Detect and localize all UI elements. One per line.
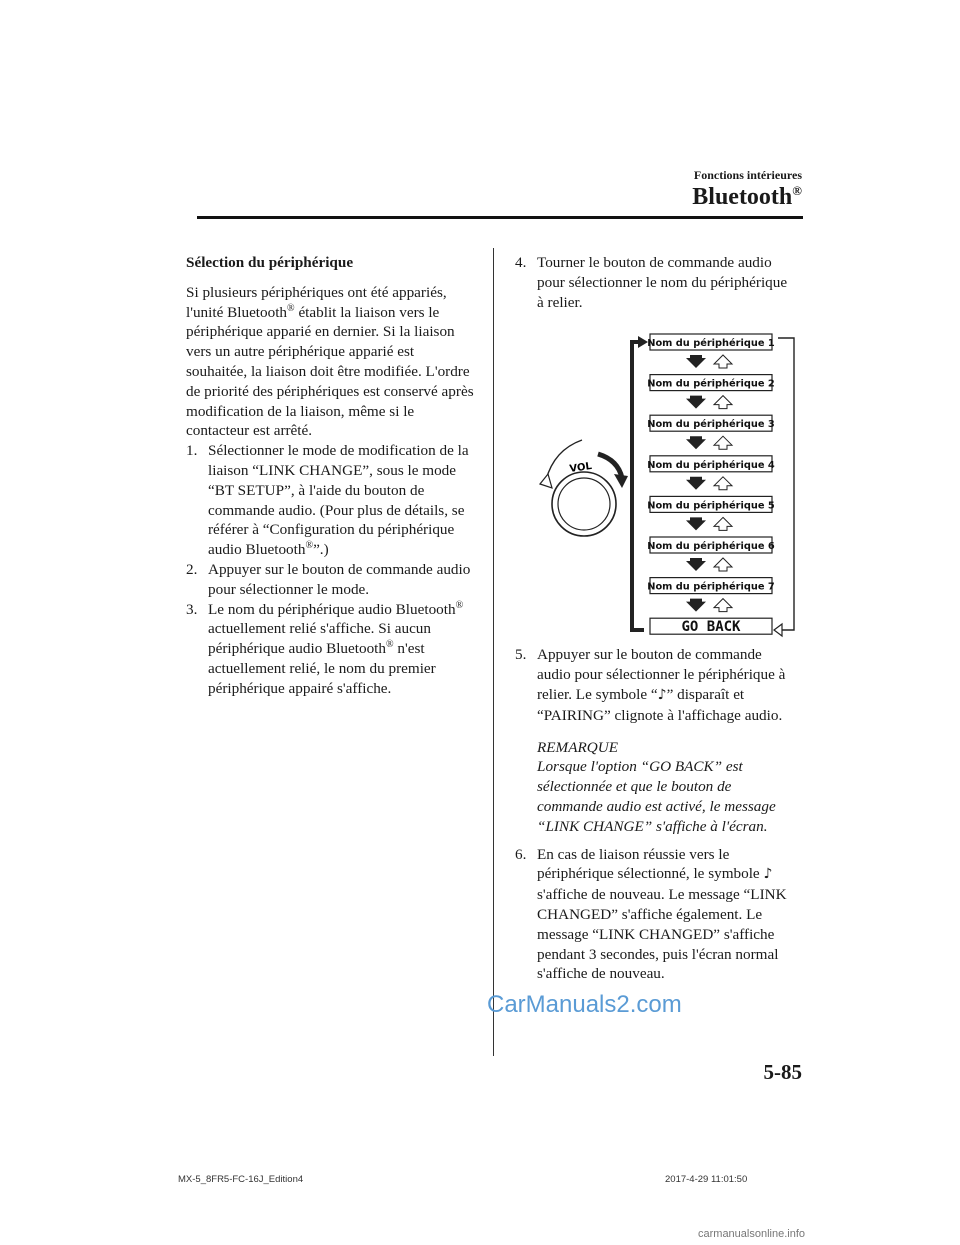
down-arrow-icon (686, 436, 706, 449)
remark-block (515, 738, 795, 837)
watermark-carmanualsonline[interactable]: carmanualsonline.info (698, 1228, 806, 1240)
step-3-registered-mark-2: ® (386, 639, 394, 651)
up-arrow-icon (714, 558, 732, 571)
rotate-right-arrow-head-icon (614, 474, 628, 488)
step-5 (515, 645, 795, 725)
step-4 (515, 253, 795, 312)
header-rule (197, 216, 803, 219)
intro-text-b: établit la liaison vers le périphérique apparié en dernier. Si la liaison vers un autre périphérique apparié est souhaitée, la liaison doit être modifiée. L'ordre de priorité des périphériques est conservé après modification de la liaison, même si le contacteur est arrêté. (186, 303, 474, 440)
step-1-text-b: ”.) (313, 541, 329, 559)
rotate-left-arrow-head-icon (540, 474, 552, 488)
down-arrow-icon (686, 396, 706, 409)
volume-knob-icon (552, 472, 616, 536)
intro-registered-mark: ® (287, 302, 295, 314)
step-5-text-a: Appuyer sur le bouton de commande audio pour sélectionner le périphérique à relier. Le symbole “ (537, 646, 786, 703)
down-arrow-icon (686, 517, 706, 530)
device-label-4: Nom du périphérique 4 (647, 459, 775, 471)
step-5-number: 5. (515, 646, 527, 664)
section-heading: Sélection du périphérique (186, 254, 354, 271)
music-note-icon: ♪ (763, 866, 773, 883)
page-number: 5-85 (763, 1060, 802, 1084)
up-arrow-icon (714, 355, 732, 368)
selection-bracket (632, 342, 644, 630)
step-6-text-b: s'affiche de nouveau. Le message “LINK CHANGED” s'affiche également. Le message “LINK CHANGED” s'affiche pendant 3 secondes, puis l'écran normal s'affiche de nouveau. (537, 886, 787, 983)
device-selection-diagram (530, 330, 800, 642)
device-label-7: Nom du périphérique 7 (647, 581, 775, 593)
step-3-text-c: n'est actuellement relié, le nom du premier périphérique appairé s'affiche. (208, 640, 436, 697)
step-1-number: 1. (186, 442, 198, 460)
down-arrow-icon (686, 599, 706, 612)
step-3-text-a: Le nom du périphérique audio Bluetooth (208, 600, 456, 618)
watermark-carmanuals2[interactable]: CarManuals2.com (487, 991, 682, 1018)
knob-label: VOL (568, 460, 593, 475)
header-title-text: Bluetooth (692, 184, 793, 210)
step-3 (186, 600, 476, 699)
device-label-1: Nom du périphérique 1 (647, 338, 775, 349)
device-label-2: Nom du périphérique 2 (647, 378, 775, 390)
header-title-registered-mark: ® (792, 183, 802, 198)
step-6-text-a: En cas de liaison réussie vers le périphérique sélectionné, le symbole (537, 845, 764, 883)
step-6-number: 6. (515, 845, 527, 863)
step-1 (186, 441, 476, 560)
up-arrow-icon (714, 477, 732, 490)
device-label-6: Nom du périphérique 6 (647, 541, 775, 552)
rotate-right-arrow-icon (598, 454, 622, 478)
step-3-text-b: actuellement relié s'affiche. Si aucun périphérique audio Bluetooth (208, 620, 431, 658)
device-label-5: Nom du périphérique 5 (647, 500, 775, 512)
step-2 (186, 560, 476, 600)
step-1-registered-mark: ® (305, 540, 314, 552)
down-arrow-icon (686, 477, 706, 490)
return-bracket (778, 338, 794, 630)
step-2-text: Appuyer sur le bouton de commande audio pour sélectionner le mode. (208, 560, 471, 598)
print-timestamp: 2017-4-29 11:01:50 (665, 1174, 748, 1185)
down-arrow-icon (686, 558, 706, 571)
step-3-registered-mark-1: ® (455, 599, 464, 611)
down-arrow-icon (686, 355, 706, 368)
step-2-number: 2. (186, 560, 198, 578)
go-back-label: GO BACK (681, 619, 741, 636)
header-section-label: Fonctions intérieures (693, 168, 802, 182)
step-5-text-b: ” disparaît et “PAIRING” clignote à l'affichage audio. (537, 685, 783, 724)
step-4-number: 4. (515, 254, 527, 271)
remark-body: Lorsque l'option “GO BACK” est sélectionnée et que le bouton de commande audio est activé, le message “LINK CHANGE” s'affiche à l'écran. (537, 758, 776, 835)
up-arrow-icon (714, 517, 732, 530)
music-note-icon: ♪ (657, 686, 667, 703)
intro-paragraph (186, 283, 476, 441)
intro-text-a: Si plusieurs périphériques ont été appariés, l'unité Bluetooth (186, 283, 447, 321)
column-divider (493, 248, 494, 1056)
up-arrow-icon (714, 396, 732, 409)
document-id: MX-5_8FR5-FC-16J_Edition4 (178, 1174, 304, 1185)
up-arrow-icon (714, 436, 732, 449)
step-1-text-a: Sélectionner le mode de modification de la liaison “LINK CHANGE”, sous le mode “BT SETUP”, à l'aide du bouton de commande audio. (Pour plus de détails, se référer à “Configuration du périphérique audio Bluetooth (208, 442, 469, 559)
header-title (692, 183, 802, 211)
device-label-3: Nom du périphérique 3 (647, 419, 775, 431)
diagram-svg (530, 330, 800, 642)
step-6 (515, 845, 795, 985)
step-3-number: 3. (186, 600, 198, 618)
return-bracket-arrowhead-icon (774, 624, 782, 636)
step-4-text: Tourner le bouton de commande audio pour sélectionner le nom du périphérique à relier. (537, 254, 788, 311)
left-column (186, 253, 476, 699)
remark-title: REMARQUE (537, 738, 618, 756)
up-arrow-icon (714, 599, 732, 612)
